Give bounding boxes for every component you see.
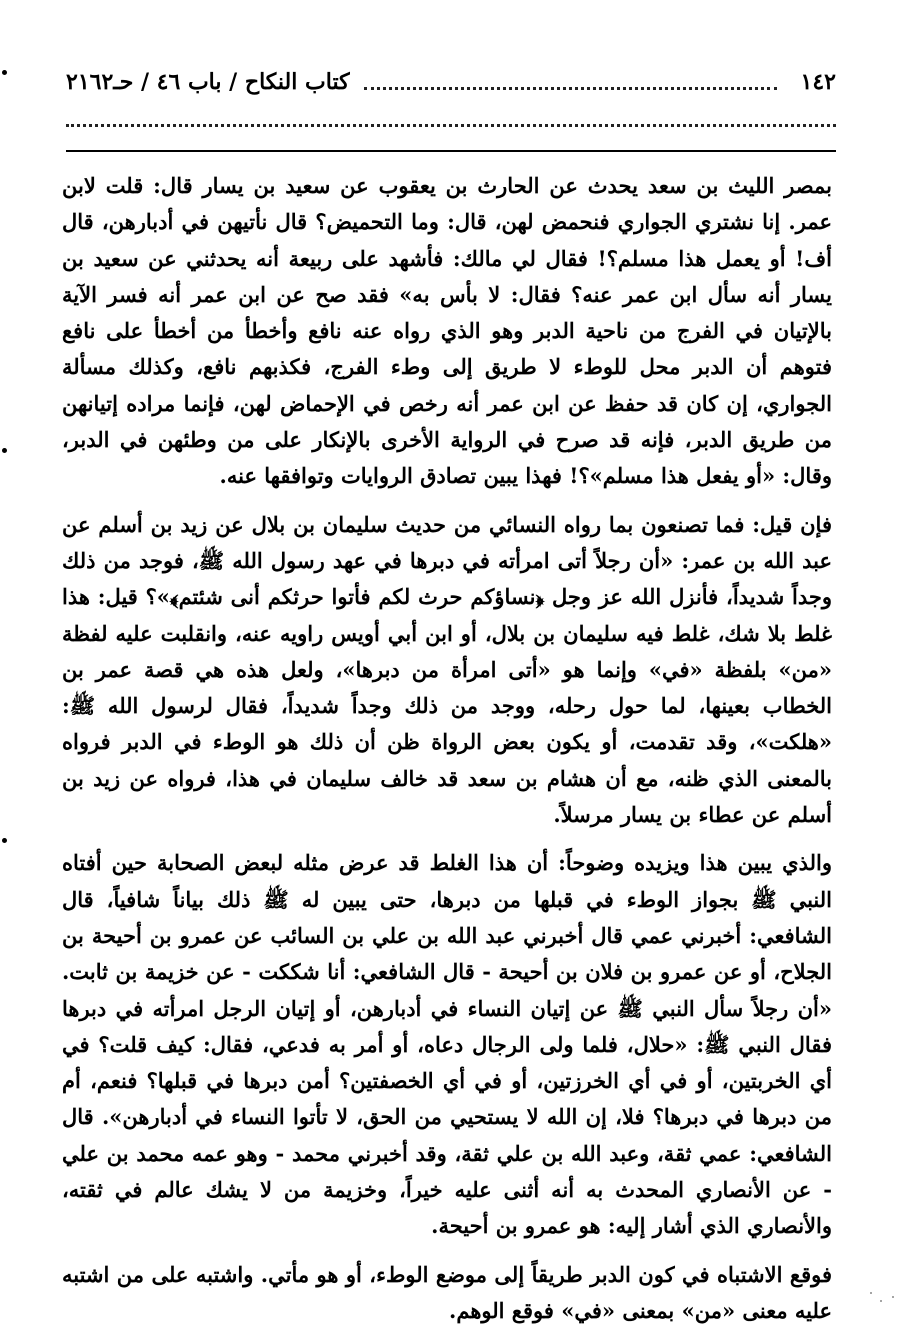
paper-speck: [870, 1292, 872, 1294]
header-dotted-rule: [66, 124, 836, 127]
margin-mark: [2, 448, 7, 453]
paper-speck: [880, 1300, 882, 1302]
page-number: ١٤٢: [800, 69, 836, 95]
paragraph-4: فوقع الاشتباه في كون الدبر طريقاً إلى موضع الوطء، أو هو مأتي. واشتبه على من اشتبه عليه معنى «من» بمعنى «في» فوقع الوهم.: [62, 1261, 832, 1323]
paragraph-3: والذي يبين هذا ويزيده وضوحاً: أن هذا الغلط قد عرض مثله لبعض الصحابة حين أفتاه النبي ﷺ بجواز الوطء في قبلها من دبرها، حتى يبين له ﷺ ذلك بياناً شافياً، قال الشافعي: أخبرني عمي قال أخبرني عبد الله بن علي بن السائب عن عمرو بن أحيحة بن الجلاح، أو عن عمرو بن فلان بن أحيحة - قال الشافعي: أنا شككت - عن خزيمة بن ثابت. «أن رجلاً سأل النبي ﷺ عن إتيان النساء في أدبارهن، أو إتيان الرجل امرأته في دبرها فقال النبي ﷺ: «حلال، فلما ولى الرجال دعاه، أو أمر به فدعي، فقال: كيف قلت؟ في أي الخربتين، أو في أي الخرزتين، أو في أي الخصفتين؟ أمن دبرها في قبلها؟ فنعم، أم من دبرها في دبرها؟ فلا، إن الله لا يستحيي من الحق، لا تأتوا النساء في أدبارهن». قال الشافعي: عمي ثقة، وعبد الله بن علي ثقة، وقد أخبرني محمد - وهو عمه محمد بن علي - عن الأنصاري المحدث به أنه أثنى عليه خيراً، وخزيمة من لا يشك عالم في ثقته، والأنصاري الذي أشار إليه: هو عمرو بن أحيحة.: [62, 850, 832, 1239]
paragraph-1: بمصر الليث بن سعد يحدث عن الحارث بن يعقوب عن سعيد بن يسار قال: قلت لابن عمر. إنا نشتري الجواري فنحمض لهن، قال: وما التحميض؟ قال نأتيهن في أدبارهن، قال أف! أو يعمل هذا مسلم؟! فقال لي مالك: فأشهد على ربيعة أنه يحدثني عن سعيد بن يسار أنه سأل ابن عمر عنه؟ فقال: لا بأس به» فقد صح عن ابن عمر أنه فسر الآية بالإتيان في الفرج من ناحية الدبر وهو الذي رواه عنه نافع وأخطأ من أخطأ على نافع فتوهم أن الدبر محل للوطء لا طريق إلى وطء الفرج، فكذبهم نافع، وكذلك مسألة الجواري، إن كان قد حفظ عن ابن عمر أنه رخص في الإحماض لهن، فإنما مراده إتيانهن من طريق الدبر، فإنه قد صرح في الرواية الأخرى بالإنكار على من وطئهن في الدبر، وقال: «أو يفعل هذا مسلم»؟! فهذا يبين تصادق الروايات وتوافقها عنه.: [62, 173, 832, 489]
header-solid-rule: [66, 150, 836, 152]
margin-mark: [2, 70, 7, 75]
body-text: [62, 168, 832, 1329]
page-header: [66, 60, 836, 104]
paper-speck: [892, 1296, 894, 1298]
margin-mark: [2, 838, 7, 843]
running-title: كتاب النكاح / باب ٤٦ / حـ٢١٦٢: [66, 69, 350, 95]
paragraph-2: فإن قيل: فما تصنعون بما رواه النسائي من حديث سليمان بن بلال عن زيد بن أسلم عن عبد الله بن عمر: «أن رجلاً أتى امرأته في دبرها في عهد رسول الله ﷺ، فوجد من ذلك وجداً شديداً، فأنزل الله عز وجل ﴿نساؤكم حرث لكم فأتوا حرثكم أنى شئتم﴾»؟ قيل: هذا غلط بلا شك، غلط فيه سليمان بن بلال، أو ابن أبي أويس راويه عنه، وانقلبت عليه لفظة «من» بلفظة «في» وإنما هو «أتى امرأة من دبرها»، ولعل هذه هي قصة عمر بن الخطاب بعينها، لما حول رحله، ووجد من ذلك وجداً شديداً، فقال لرسول الله ﷺ: «هلكت»، وقد تقدمت، أو يكون بعض الرواة ظن أن ذلك هو الوطء في الدبر فرواه بالمعنى الذي ظنه، مع أن هشام بن سعد قد خالف سليمان في هذا، فرواه عن زيد بن أسلم عن عطاء بن يسار مرسلاً.: [62, 511, 832, 828]
header-dot-leader: [364, 87, 777, 90]
